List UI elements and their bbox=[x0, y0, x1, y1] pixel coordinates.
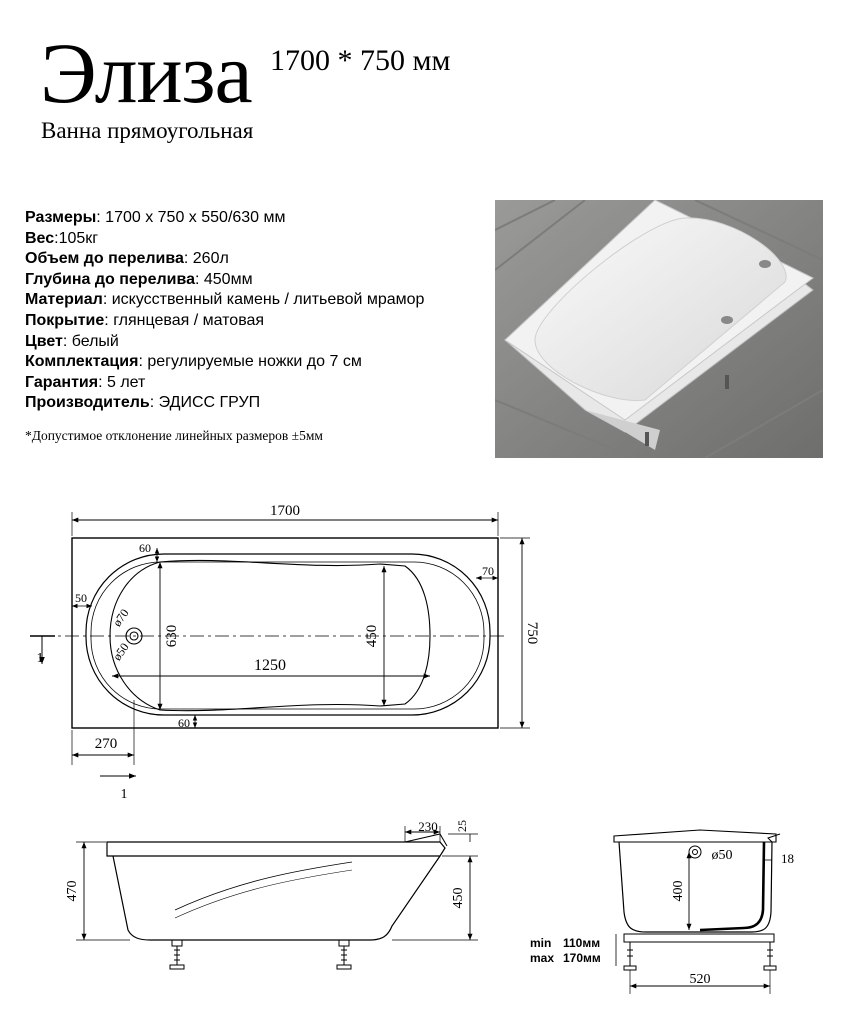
product-title: Элиза bbox=[40, 25, 252, 121]
side-legs bbox=[170, 940, 351, 969]
spec-separator: : bbox=[194, 270, 204, 288]
spec-key: Комплектация bbox=[25, 353, 139, 371]
section-mark-bottom: 1 bbox=[120, 787, 128, 802]
dim-rim-top: 60 bbox=[139, 541, 151, 555]
drain-diameter: ø50 bbox=[109, 640, 132, 664]
dim-total-height: 470 bbox=[65, 880, 80, 902]
section-view bbox=[614, 830, 780, 994]
spec-key: Покрытие bbox=[25, 311, 105, 329]
dim-bottom-width: 450 bbox=[364, 624, 380, 648]
dim-bottom-length: 1250 bbox=[254, 657, 286, 674]
spec-key: Цвет bbox=[25, 332, 63, 350]
legs-min-value: 110мм bbox=[563, 936, 601, 950]
spec-key: Производитель bbox=[25, 394, 150, 412]
spec-separator: : bbox=[96, 209, 106, 226]
spec-key: Глубина до перелива bbox=[25, 270, 195, 288]
dim-section-height: 400 bbox=[671, 880, 686, 902]
spec-value: белый bbox=[71, 332, 119, 350]
dim-depth: 450 bbox=[451, 887, 466, 909]
dim-headrest: 230 bbox=[418, 819, 438, 834]
dim-wall: 18 bbox=[781, 851, 794, 866]
spec-value: искусственный камень / литьевой мрамор bbox=[111, 291, 425, 309]
dim-rim-bottom: 60 bbox=[178, 716, 190, 730]
spec-value: 1700 х 750 х 550/630 мм bbox=[105, 209, 286, 226]
footnote: *Допустимое отклонение линейных размеров ±5мм bbox=[25, 428, 323, 443]
spec-key: Материал bbox=[25, 291, 103, 309]
side-view bbox=[76, 826, 478, 969]
spec-key: Объем до перелива bbox=[25, 250, 184, 268]
spec-value: регулируемые ножки до 7 см bbox=[147, 353, 362, 371]
dim-inner-width: 630 bbox=[164, 624, 180, 648]
legs-min-label: min bbox=[530, 936, 552, 950]
spec-separator: : bbox=[62, 332, 72, 350]
overflow-diameter: ø70 bbox=[109, 606, 132, 630]
spec-key: Размеры bbox=[25, 209, 97, 226]
spec-value: 450мм bbox=[203, 270, 253, 288]
dim-drain-offset: 270 bbox=[94, 736, 118, 752]
spec-value: 260л bbox=[192, 250, 229, 268]
legs-max-label: max bbox=[530, 951, 555, 965]
spec-value: 5 лет bbox=[107, 373, 146, 391]
spec-separator: : bbox=[104, 311, 114, 329]
legs-max-value: 170мм bbox=[563, 951, 601, 965]
spec-key: Гарантия bbox=[25, 373, 99, 391]
dim-feet-distance: 520 bbox=[689, 972, 711, 987]
dim-rim-left: 50 bbox=[75, 591, 87, 605]
section-mark-left: 1 bbox=[36, 651, 44, 666]
spec-separator: : bbox=[102, 291, 112, 309]
product-size: 1700 * 750 мм bbox=[270, 44, 451, 77]
product-subtitle: Ванна прямоугольная bbox=[41, 118, 254, 143]
section-view-labels bbox=[530, 848, 794, 987]
spec-key: Вес bbox=[25, 229, 55, 247]
dim-rim-right: 70 bbox=[482, 564, 494, 578]
spec-separator: : bbox=[138, 353, 148, 371]
section-drain-diameter: ø50 bbox=[711, 848, 733, 863]
spec-separator: : bbox=[149, 394, 159, 412]
spec-value: глянцевая / матовая bbox=[113, 311, 265, 329]
spec-separator: : bbox=[54, 229, 59, 247]
spec-separator: : bbox=[98, 373, 107, 391]
dim-length: 1700 bbox=[270, 503, 300, 519]
spec-value: ЭДИСС ГРУП bbox=[158, 394, 261, 412]
spec-value: 105кг bbox=[58, 229, 99, 247]
spec-separator: : bbox=[183, 250, 193, 268]
dim-width: 750 bbox=[524, 621, 540, 645]
dim-rim: 25 bbox=[455, 820, 469, 832]
plan-view-labels bbox=[37, 503, 541, 802]
